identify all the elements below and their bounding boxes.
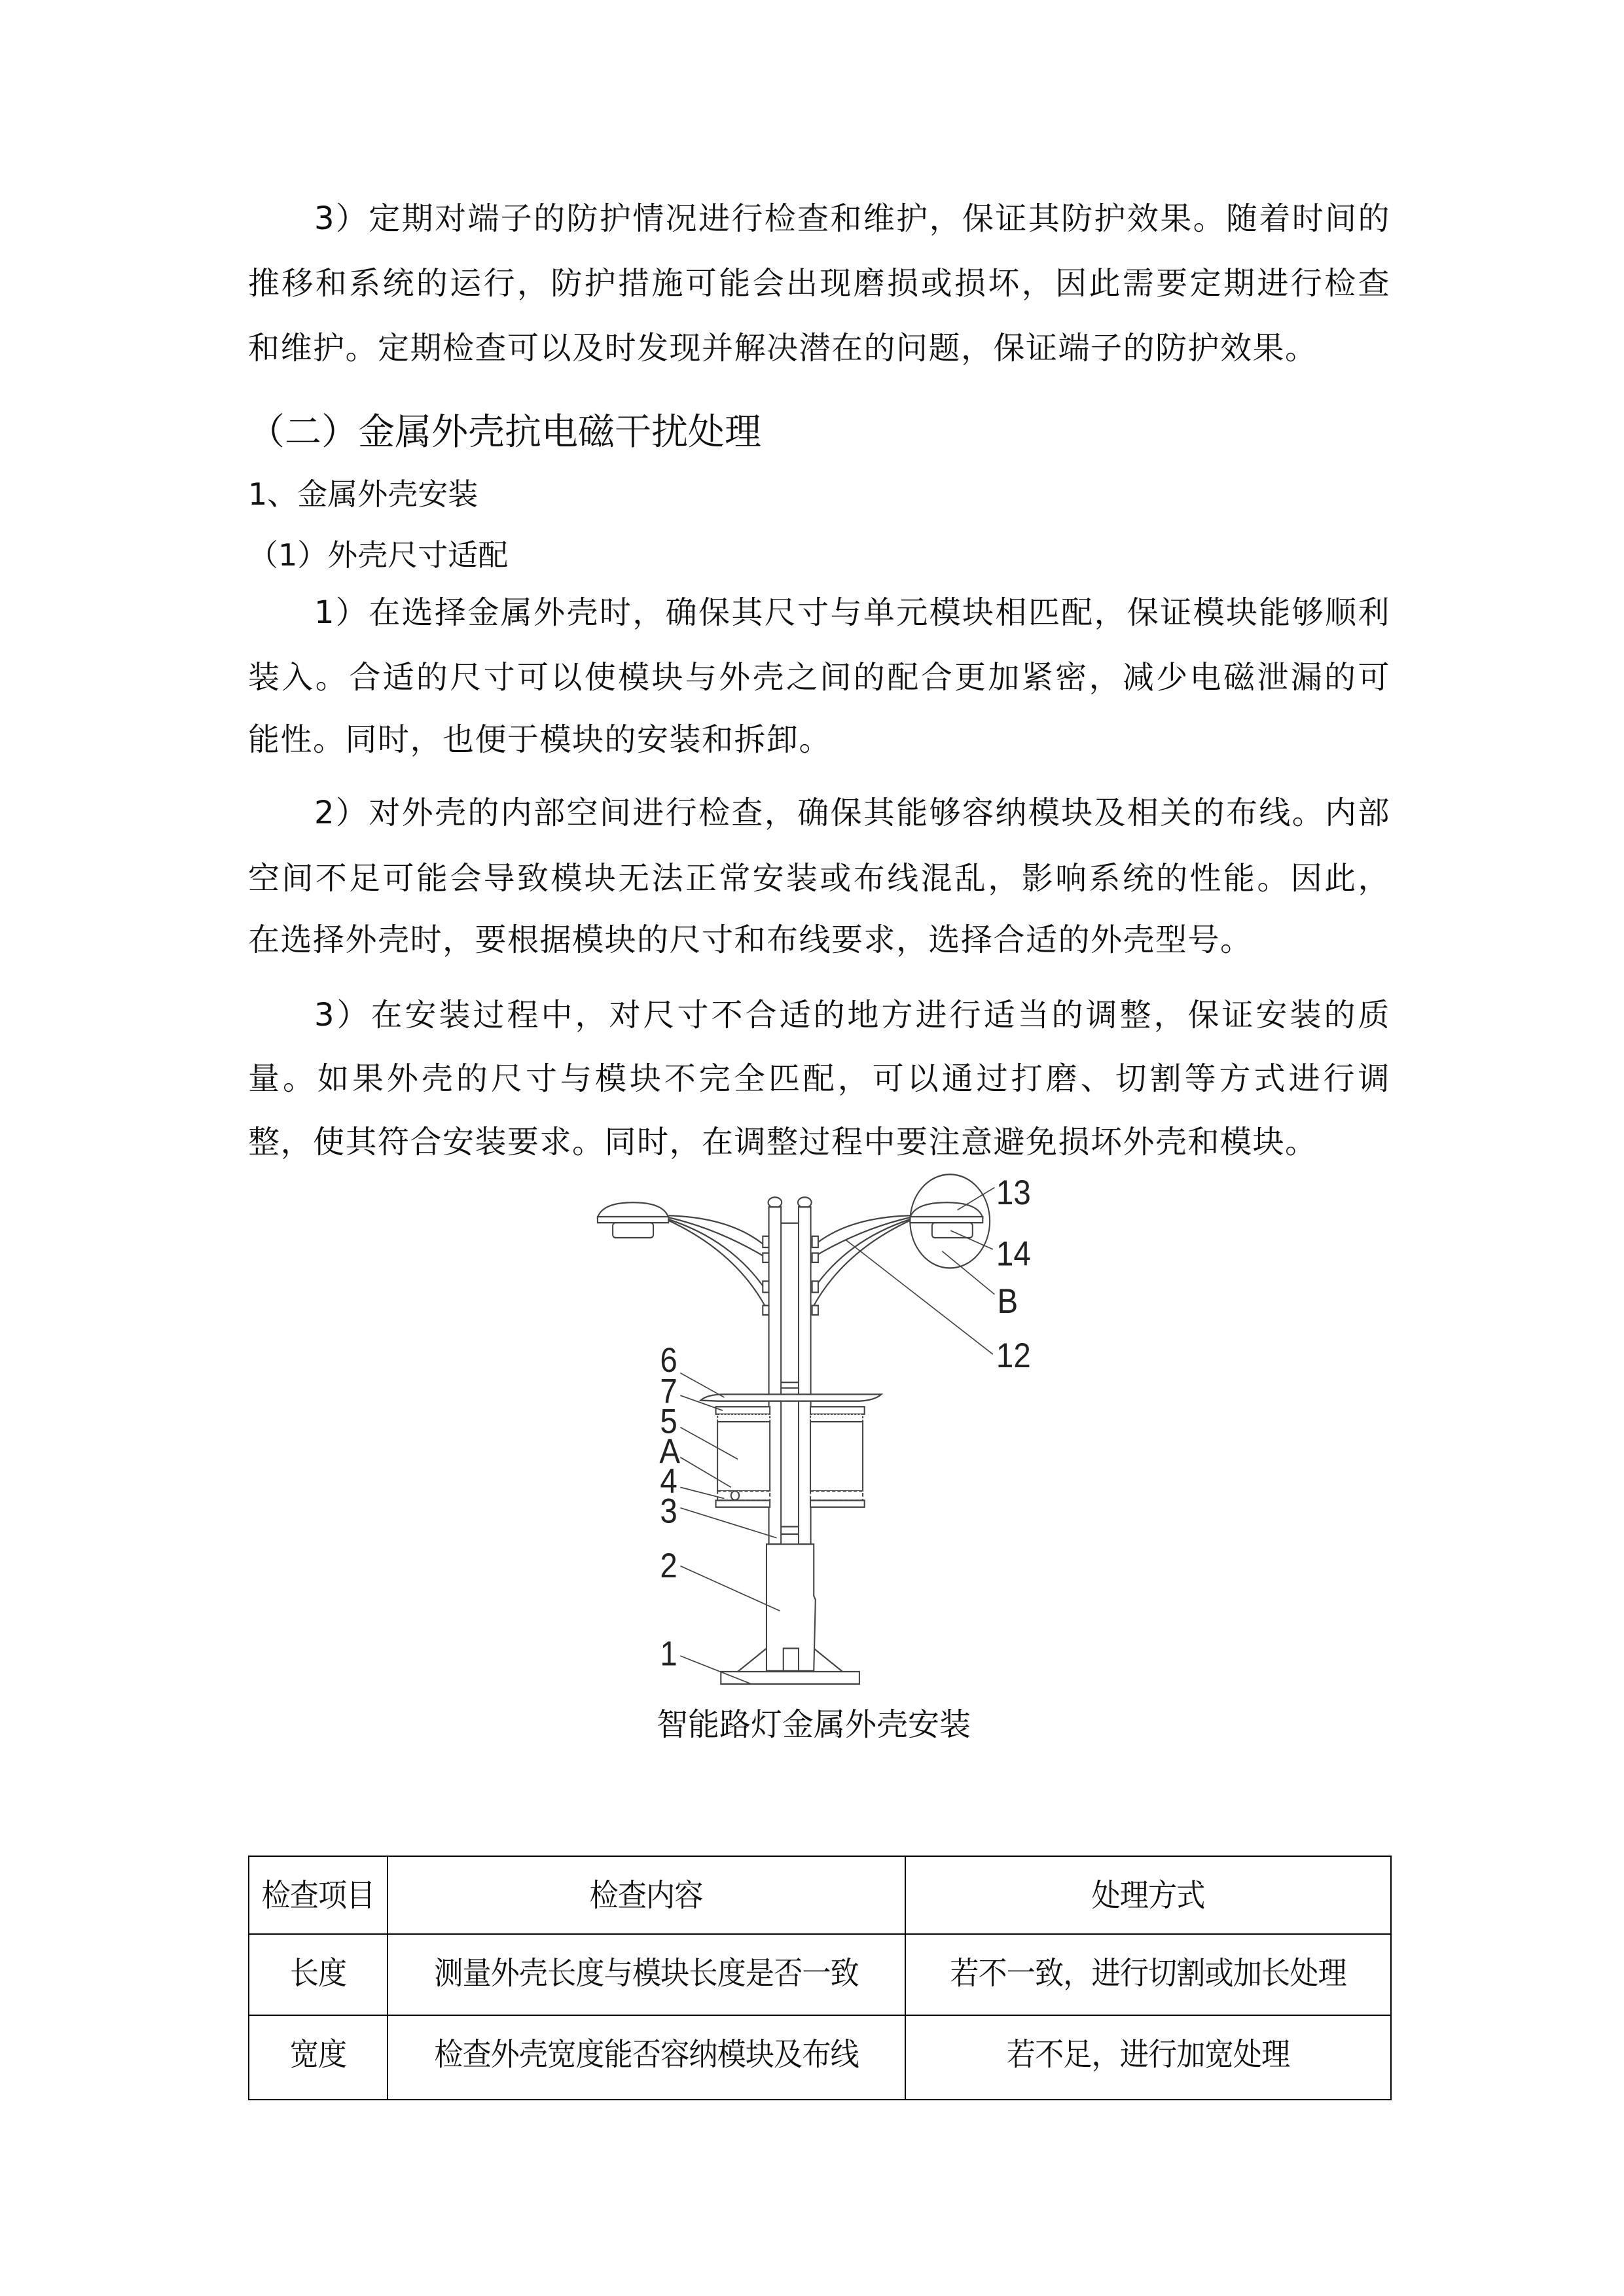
street-lamp-figure [589, 1165, 1113, 1754]
lamp-base [721, 1544, 859, 1684]
paragraph-line: 整，使其符合安装要求。同时，在调整过程中要注意避免损坏外壳和模块。 [248, 1124, 1318, 1160]
label-13: 13 [996, 1173, 1031, 1212]
label-5: 5 [660, 1402, 677, 1441]
paragraph-line: 装入。合适的尺寸可以使模块与外壳之间的配合更加紧密，减少电磁泄漏的可 [248, 659, 1390, 696]
paragraph-line: 推移和系统的运行，防护措施可能会出现磨损或损坏，因此需要定期进行检查 [248, 265, 1390, 302]
table-row [249, 1934, 1391, 2015]
paragraph-line: 和维护。定期检查可以及时发现并解决潜在的问题，保证端子的防护效果。 [248, 330, 1318, 367]
lamp-arms [668, 1215, 910, 1305]
label-A: A [659, 1431, 681, 1471]
table-row [249, 2015, 1391, 2100]
subsection-heading: 1、金属外壳安装 [248, 476, 478, 512]
table-cell: 若不一致，进行切割或加长处理 [950, 1955, 1346, 1992]
label-12: 12 [996, 1336, 1031, 1375]
table-cell: 检查外壳宽度能否容纳模块及布线 [434, 2036, 859, 2073]
paragraph-line: 在选择外壳时，要根据模块的尺寸和布线要求，选择合适的外壳型号。 [248, 922, 1253, 958]
header-cell: 检查项目 [261, 1877, 375, 1914]
label-1: 1 [660, 1634, 677, 1673]
solar-panel [700, 1394, 881, 1401]
right-lamp-head [910, 1174, 990, 1268]
label-14: 14 [996, 1234, 1031, 1273]
paragraph-line: 空间不足可能会导致模块无法正常安装或布线混乱，影响系统的性能。因此， [248, 860, 1390, 897]
header-cell: 处理方式 [1091, 1877, 1205, 1914]
label-2: 2 [660, 1546, 677, 1585]
paragraph-line: 量。如果外壳的尺寸与模块不完全匹配，可以通过打磨、切割等方式进行调 [248, 1060, 1390, 1097]
battery-boxes [716, 1407, 865, 1507]
paragraph-line: 2）对外壳的内部空间进行检查，确保其能够容纳模块及相关的布线。内部 [314, 795, 1390, 831]
section-heading: （二）金属外壳抗电磁干扰处理 [248, 411, 761, 454]
figure-caption: 智能路灯金属外壳安装 [656, 1706, 971, 1743]
header-cell: 检查内容 [590, 1877, 703, 1914]
twin-poles [768, 1197, 812, 1544]
label-B: B [997, 1282, 1019, 1321]
table-cell: 测量外壳长度与模块长度是否一致 [434, 1955, 859, 1992]
subsubsection-heading: （1）外壳尺寸适配 [248, 537, 509, 573]
paragraph-line: 3）定期对端子的防护情况进行检查和维护，保证其防护效果。随着时间的 [314, 200, 1390, 237]
table-cell: 若不足，进行加宽处理 [1006, 2036, 1290, 2073]
label-6: 6 [660, 1340, 677, 1380]
label-7: 7 [660, 1372, 677, 1411]
table-header-row [249, 1856, 1391, 1934]
paragraph-line: 3）在安装过程中，对尺寸不合适的地方进行适当的调整，保证安装的质 [314, 997, 1390, 1033]
label-3: 3 [660, 1492, 677, 1531]
paragraph-line: 能性。同时，也便于模块的安装和拆卸。 [248, 721, 832, 758]
paragraph-line: 1）在选择金属外壳时，确保其尺寸与单元模块相匹配，保证模块能够顺利 [314, 594, 1390, 631]
left-lamp-head [598, 1202, 668, 1238]
table-cell: 宽度 [289, 2036, 347, 2073]
inspection-table [248, 1856, 1392, 2100]
label-4: 4 [660, 1462, 677, 1501]
table-cell: 长度 [289, 1955, 347, 1992]
